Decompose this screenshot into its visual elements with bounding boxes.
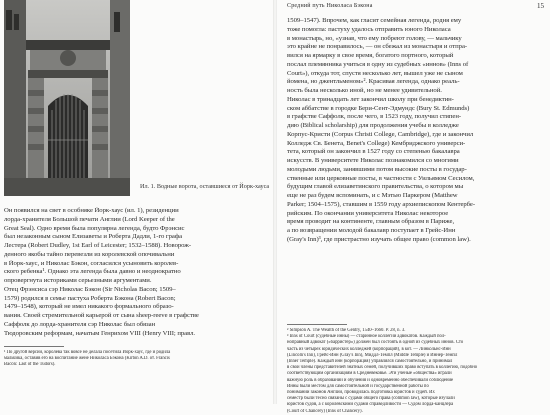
footnote-divider bbox=[287, 324, 347, 325]
text-line: будущим главой елизаветинского правительства, о котором мы bbox=[287, 183, 464, 191]
text-line: был незаконным сыном Елизаветы и Роберта Дадли, 1-го графа bbox=[4, 233, 183, 241]
footnote-line: часть из четырех юридических колледжей (корпораций), в кот. — Линкольнс-Инн bbox=[287, 346, 451, 352]
text-line: искусств. В университете Николас познакомился со многими bbox=[287, 157, 459, 164]
text-line: рийским. По окончании университета Николас некоторое bbox=[287, 209, 449, 217]
text-line: вился на ярмарку в свое время, богатого портного, который bbox=[287, 52, 454, 59]
footnote-line: в свои члены представителей знатных семей, получивших право вступать в коллегию, подобно bbox=[287, 365, 478, 371]
text-line: послал племянника учиться в одну из судебных «иннов» (Inns of bbox=[287, 60, 469, 68]
text-line: лорда-хранителя Большой печати Англии (Lord Keeper of the bbox=[4, 215, 175, 223]
page-number: 15 bbox=[537, 2, 544, 10]
running-header bbox=[287, 3, 544, 13]
watergate-illustration bbox=[4, 0, 130, 196]
text-line: Корпус-Кристи (Corpus Christi College, Cambridge), где и закончил bbox=[287, 130, 474, 138]
text-line: (Gray's Inn)³, где пристрастно изучать общее право (common law). bbox=[287, 235, 471, 243]
text-line: 1479–1548), который не имел никакого формального образо- bbox=[4, 303, 174, 311]
text-line: а по возвращении молодой бакалавр поступает в Грейс-Инн bbox=[287, 227, 456, 234]
text-line: время проводит на континенте, главным образом в Париже, bbox=[287, 218, 455, 226]
left-body-text bbox=[4, 207, 268, 338]
text-line: Тюдоровским реформам, начатым Генрихом VIII (Henry VIII; правл. bbox=[4, 329, 196, 337]
text-line: Parker; 1504–1575), ставшим в 1559 году архиепископом Кентербе- bbox=[287, 200, 476, 208]
text-line: ского ребенка¹. Однако эта легенда была давно и неоднократно bbox=[4, 268, 181, 276]
text-line: Колледж Св. Бенета, Benet's College) Кембриджского универси- bbox=[287, 139, 466, 147]
text-line: Он появился на свет в особняке Йорк-хаус (ил. 1), резиденции bbox=[4, 207, 179, 214]
footnote-line: Bacon: Last of the Tudors). bbox=[4, 362, 56, 368]
footnote-line: (Court of Chancery) (Inns of Chancery). bbox=[287, 408, 363, 414]
right-body-text bbox=[287, 17, 545, 245]
footnote-line: ³ Inns of Court (судебные инны) — старинное коллегии адвокатов. Каждый пол- bbox=[287, 334, 446, 340]
text-line: Court»), откуда тот, спустя несколько лет, вышел уже не сыном bbox=[287, 69, 463, 77]
footnote-divider bbox=[4, 346, 64, 347]
text-line: опровергнута историками серьезными аргументами. bbox=[4, 277, 152, 284]
right-footnotes bbox=[287, 328, 545, 415]
footnote-line: ² Simpson A. The Wealth of the Gentry, 1540–1660. P. 28, n. 3. bbox=[287, 328, 406, 333]
footnote-line: (Lincoln's Inn), Грейс-Инн (Gray's Inn), Миддл-Темпл (Middle Temple) и Иннер-Темпл bbox=[287, 352, 458, 358]
text-line: Николас в тринадцать лет закончил школу при бенедиктин- bbox=[287, 95, 454, 103]
footnote-line: ¹ По другой версии, королева так вовсе не делала посетила Йорк-хаус, где и родила bbox=[4, 350, 171, 355]
text-line: ность была несколько иной, но не менее удивительной. bbox=[287, 87, 442, 94]
text-line: в монастырь, но, «узнав, что ему побреют голову, — мальчику bbox=[287, 34, 462, 42]
text-line: 1509–1547). Впрочем, как гласит семейная легенда, родня ему bbox=[287, 17, 462, 24]
text-line: тета, который он закончил в 1527 году со степенью бакалавра bbox=[287, 148, 460, 156]
footnote-line: мальчика, оставив его на воспитание жене Николаса Бэкона (Kirton A.D. от. Francis bbox=[4, 356, 170, 362]
text-line: еще не раз будем вспоминать, и с Мэтью Паркером (Matthew bbox=[287, 192, 458, 199]
running-title: Средний путь Николаса Бэкона bbox=[287, 3, 373, 9]
figure-caption: Ил. 1. Водные ворота, оставшиеся от Йорк-хауса bbox=[140, 183, 270, 190]
text-line: Отец Фрэнсиса сэр Николас Бэкон (Sir Nicholas Bacon; 1509– bbox=[4, 285, 176, 293]
text-line: Саффолк до лорда-хранителя сэр Николас был обязан bbox=[4, 320, 156, 328]
text-line: тоже помогла: пастуху удалось отправить юного Николаса bbox=[287, 25, 451, 33]
footnote-line: семестр были тесно связаны с судами общего права (common law), которые изучали bbox=[287, 396, 455, 402]
text-line: 1579) родился в семье пастуха Роберта Бэкона (Robert Bacon; bbox=[4, 294, 176, 302]
text-line: молодыми людьми, занявшими потом высокие посты в государ- bbox=[287, 165, 467, 173]
text-line: дию (Biblical scholarship) для продолжения учебы в колледже bbox=[287, 122, 459, 129]
text-line: это крайне не понравилось, — он сбежал из монастыря и отпра- bbox=[287, 43, 468, 51]
left-page bbox=[0, 0, 274, 404]
footnote-line: юристов судов, а с королевскими судами справедливости — Судом лорда-канцлера bbox=[287, 402, 454, 408]
footnote-line: Инны были местом для самостоятельной и государственной работы по bbox=[287, 383, 429, 389]
left-footnote bbox=[4, 350, 268, 368]
text-line: Лестера (Robert Dudley, 1st Earl of Leicester; 1532–1588). Новорож- bbox=[4, 242, 192, 249]
figure-photo-york-house-watergate bbox=[4, 0, 130, 196]
text-line: денного якобы тайно перевезли из королевской опочивальни bbox=[4, 250, 175, 258]
footnote-line: понимании законов Англии, проводилась подготовка юристов и судей. Их bbox=[287, 390, 435, 396]
text-line: в графстве Саффолк, после чего, в 1523 году, получил стипен- bbox=[287, 113, 462, 121]
footnote-line: ноправный адвокат («барристер») должен был состоять в одной из судебных иннов. Сто bbox=[287, 340, 464, 346]
text-line: ском аббатстве в городке Бери-Сент-Эдмундс (Bury St. Edmunds) bbox=[287, 104, 470, 112]
footnote-line: важную роль в образовании и обучения и одновременно обеспечивали соблюдение bbox=[287, 377, 454, 383]
text-line: йомена, но джентльменом»². Красивая легенда, однако реаль- bbox=[287, 78, 460, 86]
book-gutter bbox=[273, 0, 277, 404]
text-line: вания. Своей стремительной карьерой от сына sheep-reeve в графстве bbox=[4, 312, 199, 319]
footnote-line: соответствующим организациям в Средневековье. Эти ученые «общества» играли bbox=[287, 371, 452, 377]
text-line: Great Seal). Одно время была популярна легенда, будто Фрэнсис bbox=[4, 224, 185, 232]
text-line: ственные или церковные посты, в частности с Уильямом Сесилом, bbox=[287, 174, 475, 182]
text-line: в Йорк-хаус, и Николас Бэкон, согласился усыновить королев- bbox=[4, 259, 179, 267]
footnote-line: (Inner Temple). Каждый инн (корпорация) управлялся самостоятельно, и принимал bbox=[287, 359, 453, 365]
